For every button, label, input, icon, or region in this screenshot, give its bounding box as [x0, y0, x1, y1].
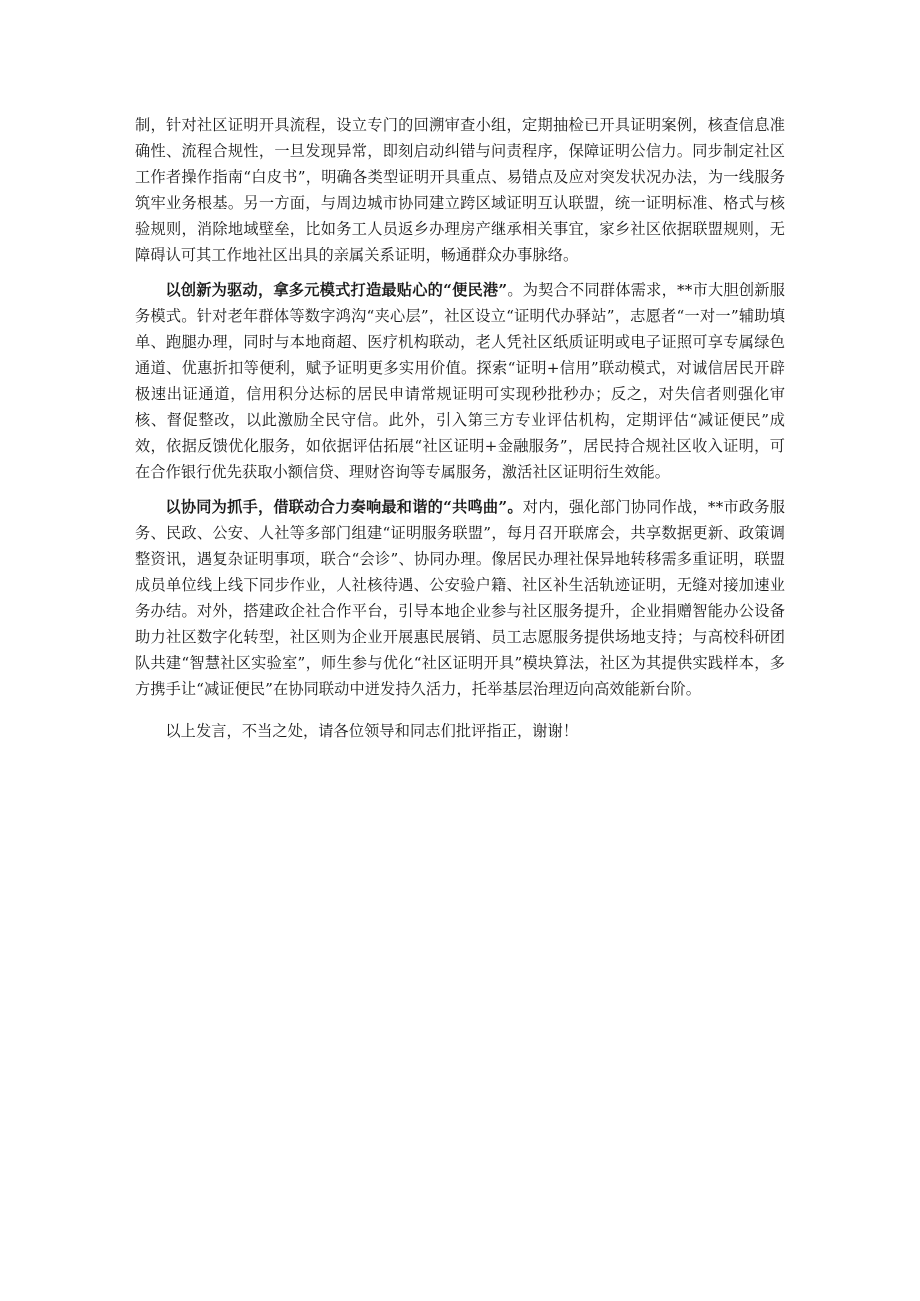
- paragraph-collaboration: [135, 494, 785, 702]
- paragraph-innovation: [135, 277, 785, 485]
- paragraph-2-heading: 以创新为驱动，拿多元模式打造最贴心的“便民港”: [165, 281, 508, 299]
- paragraph-3-heading: 以协同为抓手，借联动合力奏响最和谐的“共鸣曲”。: [165, 498, 523, 516]
- paragraph-2-text: 。为契合不同群体需求，**市大胆创新服务模式。针对老年群体等数字鸿沟“夹心层”，社区设立“证明代办驿站”，志愿者“一对一”辅助填单、跑腿办理，同时与本地商超、医疗机构联动，老人凭社区纸质证明或电子证照可享专属绿色通道、优惠折扣等便利，赋予证明更多实用价值。探索“证明+信用”联动模式，对诚信居民开辟极速出证通道，信用积分达标的居民申请常规证明可实现秒批秒办；反之，对失信者则强化审核、督促整改，以此激励全民守信。此外，引入第三方专业评估机构，定期评估“减证便民”成效，依据反馈优化服务，如依据评估拓展“社区证明+金融服务”，居民持合规社区收入证明，可在合作银行优先获取小额信贷、理财咨询等专属服务，激活社区证明衍生效能。: [135, 281, 785, 481]
- closing-remarks: [135, 718, 785, 744]
- closing-text: 以上发言，不当之处，请各位领导和同志们批评指正，谢谢！: [165, 722, 579, 740]
- paragraph-1-text: 制，针对社区证明开具流程，设立专门的回溯审查小组，定期抽检已开具证明案例，核查信息准确性、流程合规性，一旦发现异常，即刻启动纠错与问责程序，保障证明公信力。同步制定社区工作者操作指南“白皮书”，明确各类型证明开具重点、易错点及应对突发状况办法，为一线服务筑牢业务根基。另一方面，与周边城市协同建立跨区域证明互认联盟，统一证明标准、格式与核验规则，消除地域壁垒，比如务工人员返乡办理房产继承相关事宜，家乡社区依据联盟规则，无障碍认可其工作地社区出具的亲属关系证明，畅通群众办事脉络。: [135, 116, 785, 264]
- paragraph-3-text: 对内，强化部门协同作战，**市政务服务、民政、公安、人社等多部门组建“证明服务联盟”，每月召开联席会，共享数据更新、政策调整资讯，遇复杂证明事项，联合“会诊”、协同办理。像居民办理社保异地转移需多重证明，联盟成员单位线上线下同步作业，人社核待遇、公安验户籍、社区补生活轨迹证明，无缝对接加速业务办结。对外，搭建政企社合作平台，引导本地企业参与社区服务提升，企业捐赠智能办公设备助力社区数字化转型，社区则为企业开展惠民展销、员工志愿服务提供场地支持；与高校科研团队共建“智慧社区实验室”，师生参与优化“社区证明开具”模块算法，社区为其提供实践样本，多方携手让“减证便民”在协同联动中迸发持久活力，托举基层治理迈向高效能新台阶。: [135, 498, 785, 698]
- paragraph-continuation: [135, 112, 785, 268]
- document-page: [135, 112, 785, 753]
